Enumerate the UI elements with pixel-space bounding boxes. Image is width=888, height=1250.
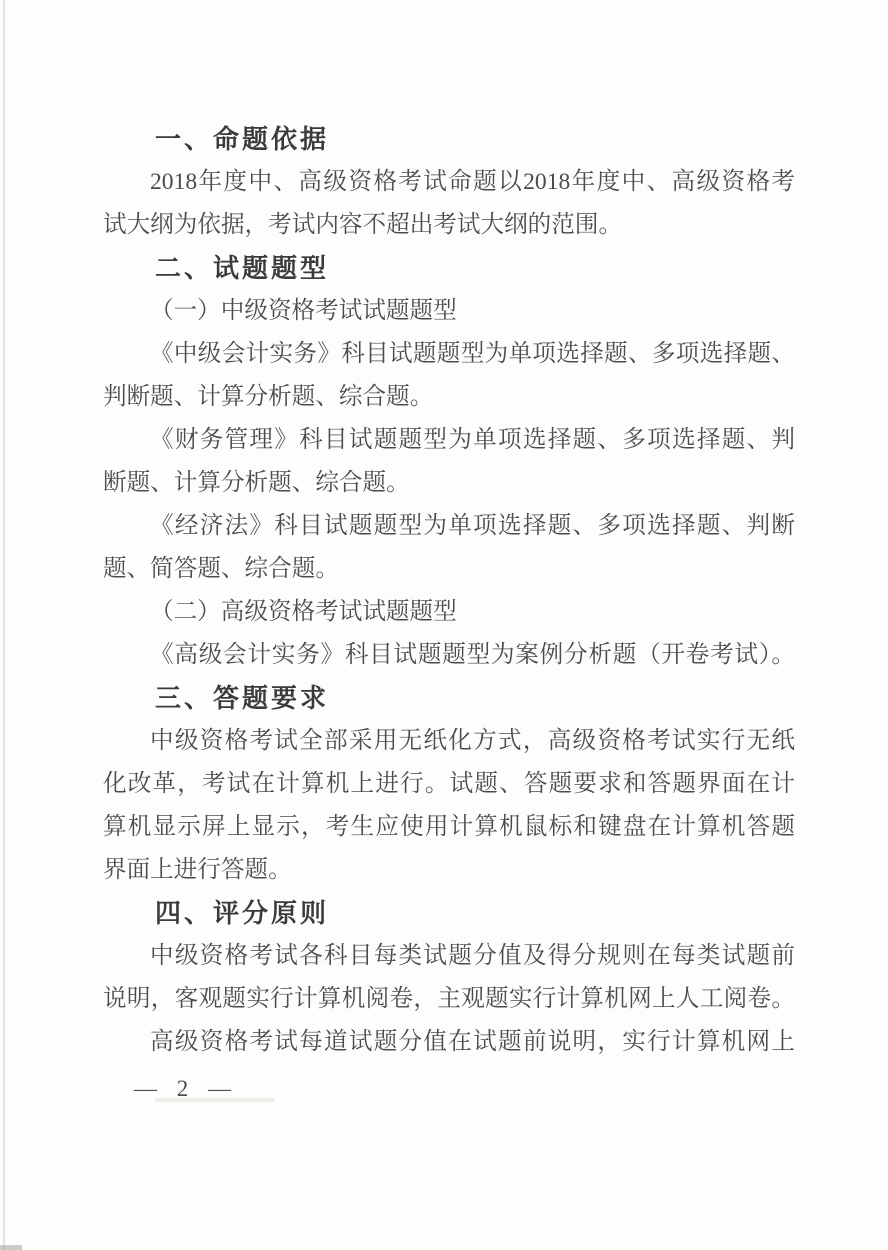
para-financial-management-line-2: 断题、计算分析题、综合题。 — [103, 470, 410, 496]
para-answering-line-2: 化改革，考试在计算机上进行。试题、答题要求和答题界面在计 — [103, 771, 795, 797]
scan-corner-artifact — [0, 1245, 22, 1250]
para-financial-management-line-1: 《财务管理》科目试题题型为单项选择题、多项选择题、判 — [150, 427, 795, 453]
para-basis-line-1: 2018年度中、高级资格考试命题以2018年度中、高级资格考 — [150, 169, 795, 195]
heading-3-answer-requirements: 三、答题要求 — [155, 683, 330, 713]
para-answering-line-3: 算机显示屏上显示，考生应使用计算机鼠标和键盘在计算机答题 — [103, 814, 795, 840]
para-economic-law-line-1: 《经济法》科目试题题型为单项选择题、多项选择题、判断 — [150, 513, 795, 539]
para-scoring-line-2: 说明，客观题实行计算机阅卷，主观题实行计算机网上人工阅卷。 — [103, 986, 795, 1012]
scanner-edge-artifact — [3, 0, 5, 1250]
para-intermediate-accounting-line-2: 判断题、计算分析题、综合题。 — [103, 384, 434, 410]
heading-4-scoring-principles: 四、评分原则 — [155, 898, 330, 928]
heading-2-question-types: 二、试题题型 — [155, 253, 330, 283]
subheading-1-intermediate-types: （一）中级资格考试试题题型 — [150, 298, 457, 324]
document-body — [103, 118, 795, 1064]
para-answering-line-4: 界面上进行答题。 — [103, 857, 292, 883]
page-number: — 2 — — [134, 1076, 233, 1101]
para-scoring-line-1: 中级资格考试各科目每类试题分值及得分规则在每类试题前 — [150, 943, 795, 969]
subheading-2-advanced-types: （二）高级资格考试试题题型 — [150, 599, 457, 625]
para-intermediate-accounting-line-1: 《中级会计实务》科目试题题型为单项选择题、多项选择题、 — [150, 341, 795, 367]
heading-1-basis: 一、命题依据 — [155, 124, 330, 154]
para-basis-line-2: 试大纲为依据，考试内容不超出考试大纲的范围。 — [103, 212, 623, 238]
para-answering-line-1: 中级资格考试全部采用无纸化方式，高级资格考试实行无纸 — [150, 728, 795, 754]
para-advanced-scoring-line-1: 高级资格考试每道试题分值在试题前说明，实行计算机网上 — [150, 1029, 795, 1055]
para-economic-law-line-2: 题、简答题、综合题。 — [103, 556, 339, 582]
para-advanced-accounting: 《高级会计实务》科目试题题型为案例分析题（开卷考试）。 — [150, 642, 795, 668]
